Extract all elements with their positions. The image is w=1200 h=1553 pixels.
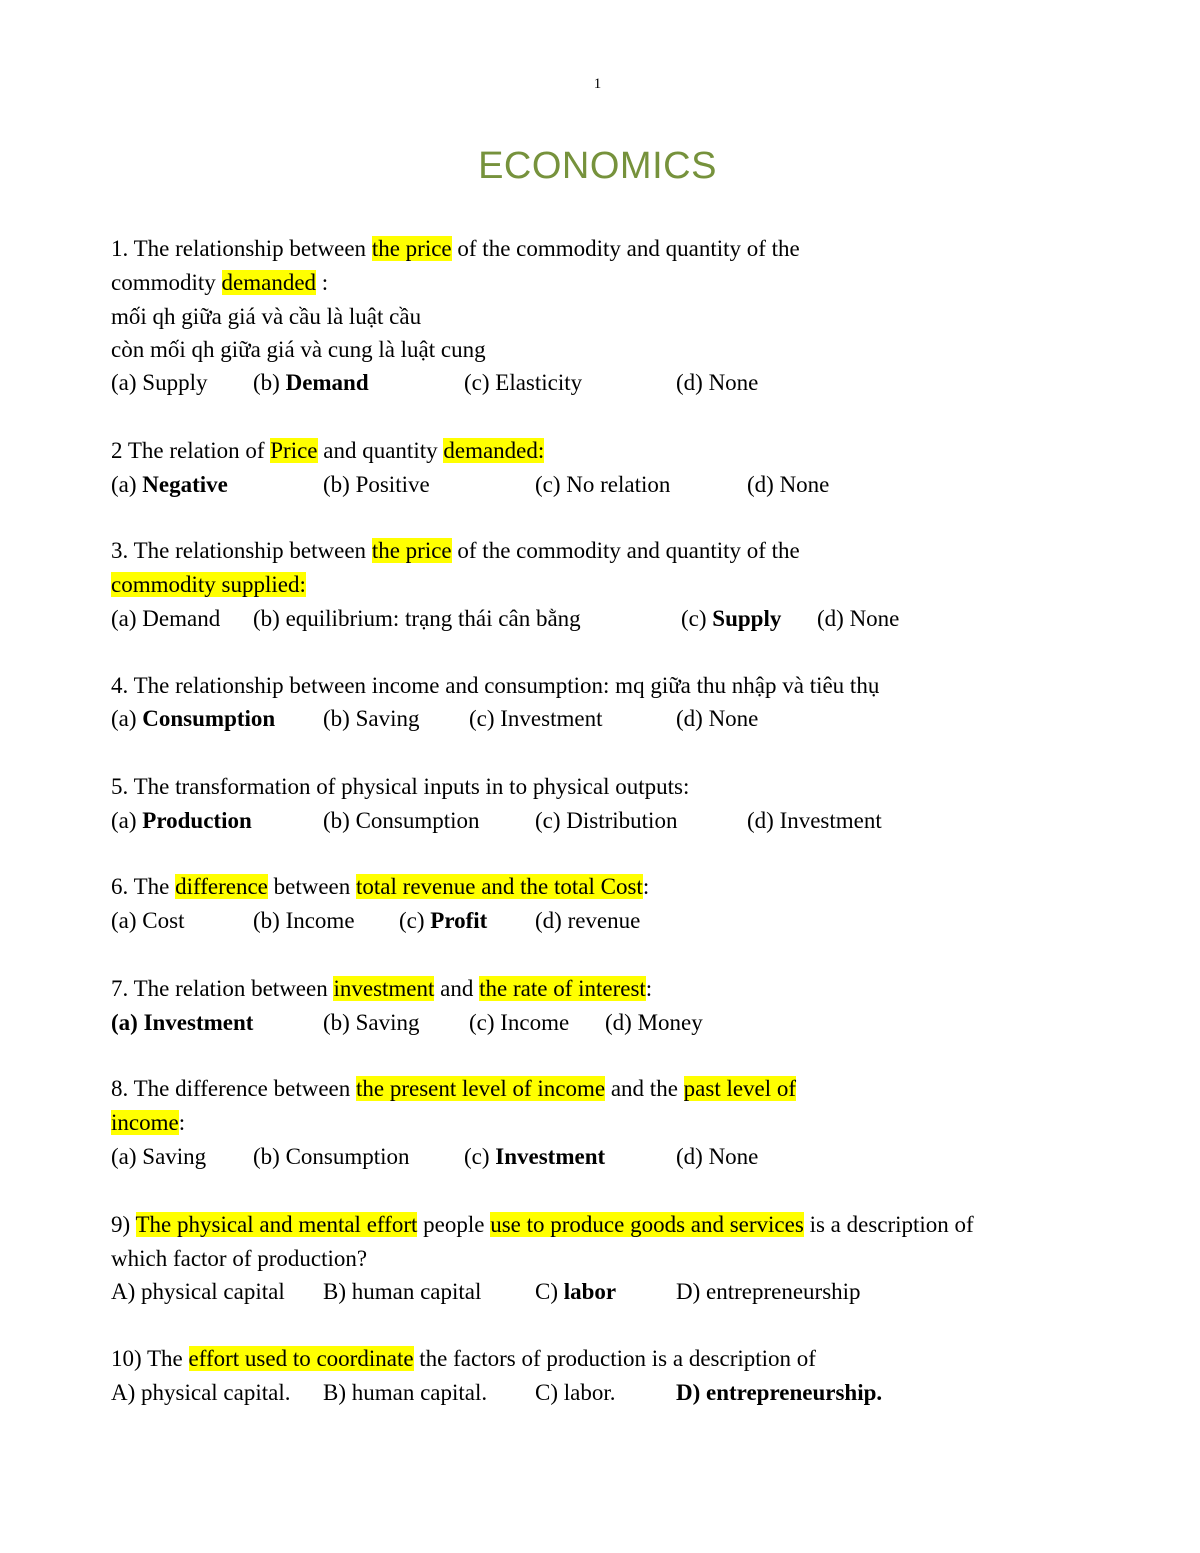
q5-option-d: (d) Investment <box>747 808 882 833</box>
q1-option-c: (c) Elasticity <box>464 370 583 395</box>
q4-option-b: (b) Saving <box>323 706 420 731</box>
q9-options <box>111 1276 911 1308</box>
q1-option-d: (d) None <box>676 370 759 395</box>
q1-note-1: mối qh giữa giá và cầu là luật cầu <box>111 304 422 329</box>
q6-option-b: (b) Income <box>253 908 355 933</box>
q6-option-c: (c) Profit <box>399 908 488 933</box>
q6-options <box>111 905 711 937</box>
q5-option-a: (a) Production <box>111 808 252 833</box>
q2-option-a: (a) Negative <box>111 472 228 497</box>
q4-options <box>111 703 811 735</box>
q6-option-a: (a) Cost <box>111 908 185 933</box>
q6-stem: 6. The difference between total revenue and the total Cost: <box>111 874 650 899</box>
q10-options <box>111 1377 961 1409</box>
q7-option-b: (b) Saving <box>323 1010 420 1035</box>
q3-option-d: (d) None <box>817 606 900 631</box>
q1-options <box>111 367 811 399</box>
q2-option-b: (b) Positive <box>323 472 430 497</box>
q2-option-d: (d) None <box>747 472 830 497</box>
q8-option-a: (a) Saving <box>111 1144 207 1169</box>
q9-option-b: B) human capital <box>323 1279 482 1304</box>
q9-option-c: C) labor <box>535 1279 617 1304</box>
q4-option-c: (c) Investment <box>469 706 603 731</box>
q9-option-a: A) physical capital <box>111 1279 285 1304</box>
q8-options <box>111 1141 811 1173</box>
q3-options <box>111 603 961 635</box>
q10-stem: 10) The effort used to coordinate the factors of production is a description of <box>111 1346 816 1371</box>
q7-option-c: (c) Income <box>469 1010 570 1035</box>
q3-stem-line1: 3. The relationship between the price of the commodity and quantity of the <box>111 538 800 563</box>
page-number: 1 <box>593 76 602 92</box>
q3-option-c: (c) Supply <box>681 606 782 631</box>
q10-option-b: B) human capital. <box>323 1380 488 1405</box>
q6-option-d: (d) revenue <box>535 908 641 933</box>
q4-stem: 4. The relationship between income and consumption: mq giữa thu nhập và tiêu thụ <box>111 673 880 698</box>
q5-option-c: (c) Distribution <box>535 808 678 833</box>
q9-stem-line2: which factor of production? <box>111 1246 368 1271</box>
q1-note-2: còn mối qh giữa giá và cung là luật cung <box>111 337 486 362</box>
q5-options <box>111 805 961 837</box>
q10-option-d: D) entrepreneurship. <box>676 1380 883 1405</box>
q10-option-c: C) labor. <box>535 1380 616 1405</box>
q4-option-d: (d) None <box>676 706 759 731</box>
q3-stem-line2: commodity supplied: <box>111 572 306 597</box>
q5-option-b: (b) Consumption <box>323 808 480 833</box>
q3-option-b: (b) equilibrium: trạng thái cân bằng <box>253 606 581 631</box>
q2-options <box>111 469 911 501</box>
q1-stem-line2: commodity demanded : <box>111 270 329 295</box>
q5-stem: 5. The transformation of physical inputs in to physical outputs: <box>111 774 690 799</box>
q1-option-a: (a) Supply <box>111 370 208 395</box>
q8-stem-line2: income: <box>111 1110 186 1135</box>
q7-stem: 7. The relation between investment and the rate of interest: <box>111 976 653 1001</box>
q2-stem: 2 The relation of Price and quantity demanded: <box>111 438 545 463</box>
q10-option-a: A) physical capital. <box>111 1380 291 1405</box>
q9-option-d: D) entrepreneurship <box>676 1279 861 1304</box>
q8-option-c: (c) Investment <box>464 1144 606 1169</box>
q3-option-a: (a) Demand <box>111 606 221 631</box>
q8-option-d: (d) None <box>676 1144 759 1169</box>
q2-option-c: (c) No relation <box>535 472 671 497</box>
q8-stem-line1: 8. The difference between the present level of income and the past level of <box>111 1076 797 1101</box>
q9-stem-line1: 9) The physical and mental effort people use to produce goods and services is a description of <box>111 1212 974 1237</box>
q7-option-d: (d) Money <box>605 1010 703 1035</box>
q1-stem-line1: 1. The relationship between the price of the commodity and quantity of the <box>111 236 800 261</box>
document-title: ECONOMICS <box>478 145 717 187</box>
q7-options <box>111 1007 761 1039</box>
q1-option-b: (b) Demand <box>253 370 369 395</box>
q8-option-b: (b) Consumption <box>253 1144 410 1169</box>
q4-option-a: (a) Consumption <box>111 706 276 731</box>
q7-option-a: (a) Investment <box>111 1010 254 1035</box>
